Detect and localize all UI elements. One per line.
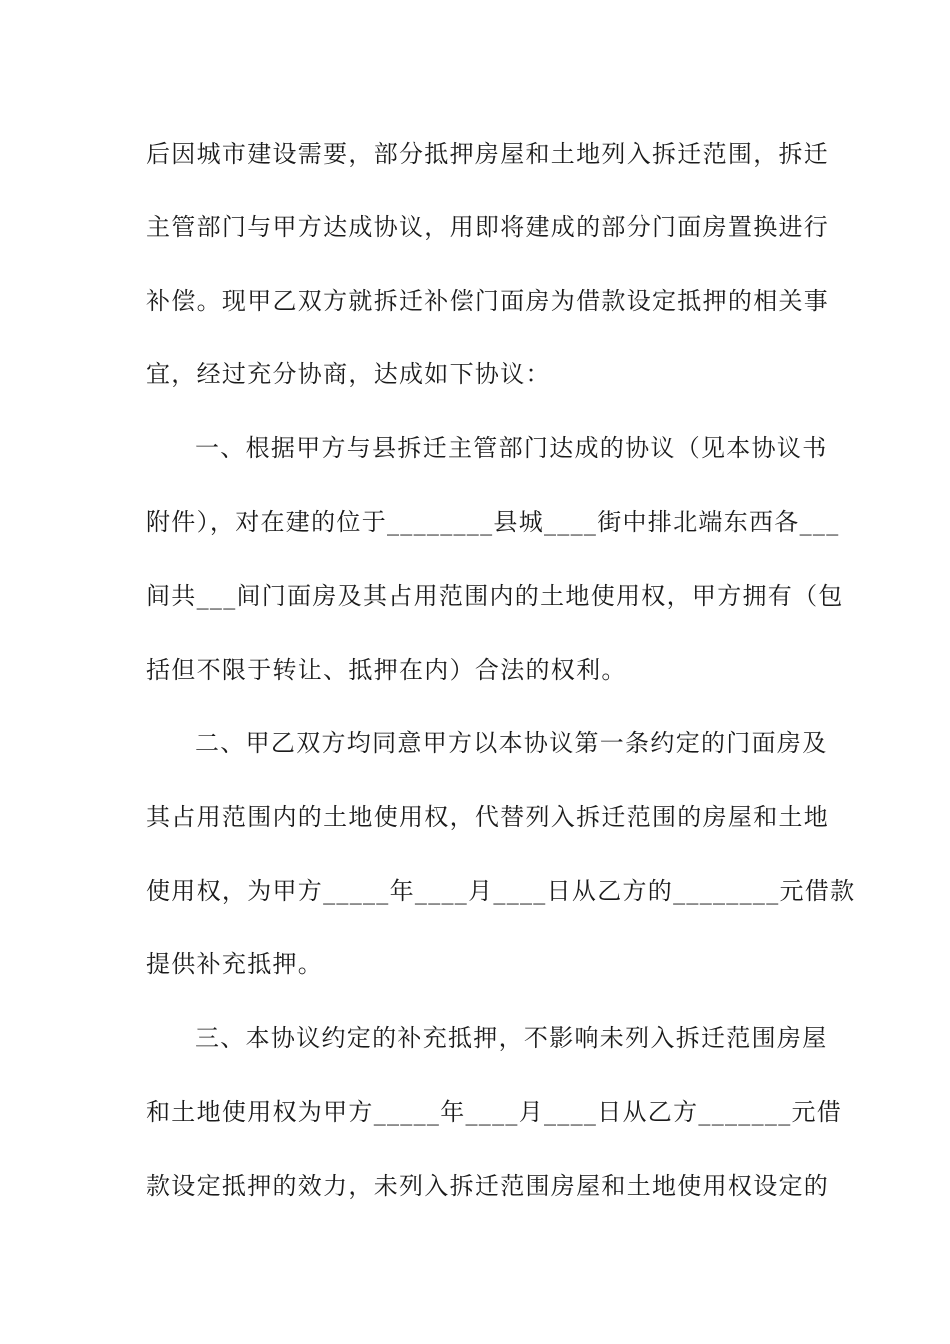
paragraph-line: 括但不限于转让、抵押在内）合法的权利。 [146,656,627,684]
paragraph-line: 附件），对在建的位于________县城____街中排北端东西各___ [146,508,840,536]
paragraph-line: 宜，经过充分协商，达成如下协议： [146,360,551,388]
paragraph-line: 和土地使用权为甲方_____年____月____日从乙方_______元借 [146,1098,843,1126]
paragraph-line: 提供补充抵押。 [146,950,324,978]
paragraph-line: 款设定抵押的效力，未列入拆迁范围房屋和土地使用权设定的 [146,1172,830,1200]
paragraph-line: 间共___间门面房及其占用范围内的土地使用权，甲方拥有（包 [146,582,844,610]
paragraph-line: 二、甲乙双方均同意甲方以本协议第一条约定的门面房及 [195,729,828,757]
paragraph-line: 后因城市建设需要，部分抵押房屋和土地列入拆迁范围，拆迁 [146,140,830,168]
paragraph-line: 一、根据甲方与县拆迁主管部门达成的协议（见本协议书 [195,434,828,462]
paragraph-line: 使用权，为甲方_____年____月____日从乙方的________元借款 [146,877,856,905]
paragraph-line: 三、本协议约定的补充抵押，不影响未列入拆迁范围房屋 [195,1024,828,1052]
paragraph-line: 其占用范围内的土地使用权，代替列入拆迁范围的房屋和土地 [146,803,830,831]
paragraph-line: 补偿。现甲乙双方就拆迁补偿门面房为借款设定抵押的相关事 [146,287,830,315]
paragraph-line: 主管部门与甲方达成协议，用即将建成的部分门面房置换进行 [146,213,830,241]
